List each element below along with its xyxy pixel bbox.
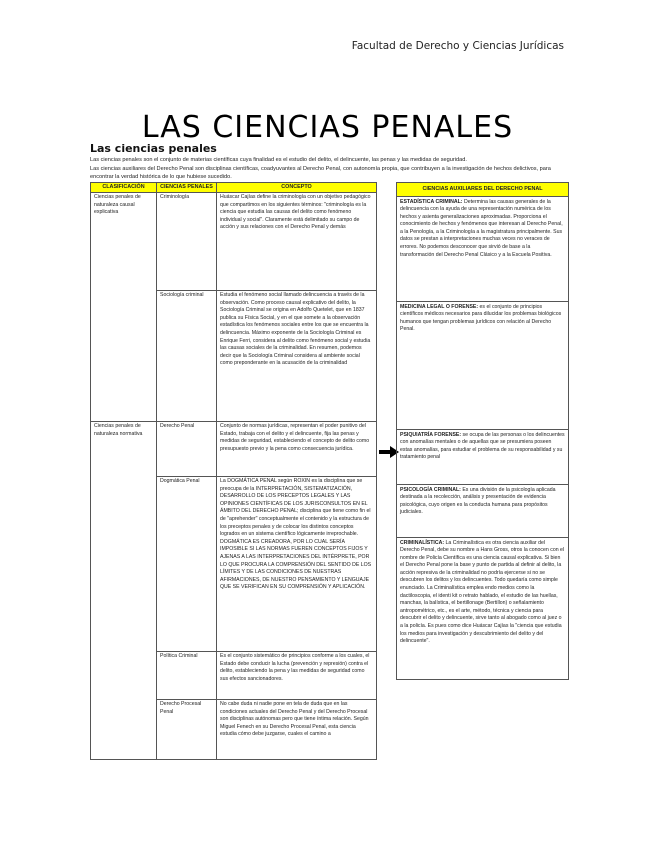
header-sciences: CIENCIAS PENALES — [157, 183, 217, 193]
classification-cell: Ciencias penales de naturaleza normativa — [91, 421, 157, 759]
aux-item-heading: PSIQUIATRÍA FORENSE: — [400, 431, 462, 438]
table-header-row — [91, 183, 377, 193]
aux-item-heading: CRIMINALÍSTICA: — [400, 539, 445, 546]
auxiliary-sciences-table — [396, 182, 569, 680]
aux-item-text: La Criminalística es otra ciencia auxiliar del Derecho Penal, debe su nombre a Hans Gross, otros la conocen con el nombre de Policía Científica es una ciencia causal explicativa. Si bien el Derecho Penal pone la base y punto de partida al definir al delito, la acción represiva de la criminalidad no podría ejercerse si no se descubren los delitos y los delincuentes. Todo quedaría como simple enunciado. La Criminalística emplea endo medios como la dactiloscopia, el identi kit o retrato hablado, el estudio de las huellas, manchas, la balística, el bertillonage (Bertillon) o señalamiento antropométrico, etc., es el arte, método, técnica y ciencia para descubrir el delito y delincuente, sirve tanto al abogado como al juez o a la policía. Es pues como dice Huáscar Cajías la "ciencia que estudia los medios para investigación y descubrimiento del delito y del delincuente". — [400, 539, 565, 645]
aux-item-psiquiatria — [397, 430, 569, 485]
list-item — [397, 485, 569, 538]
science-cell: Política Criminal — [157, 651, 217, 699]
science-cell: Derecho Penal — [157, 421, 217, 476]
faculty-header: Facultad de Derecho y Ciencias Jurídicas — [351, 40, 564, 52]
aux-header: CIENCIAS AUXILIARES DEL DERECHO PENAL — [397, 183, 569, 197]
aux-header-row — [397, 183, 569, 197]
penal-sciences-table — [90, 182, 377, 760]
aux-item-heading: PSICOLOGÍA CRIMINAL: — [400, 486, 461, 493]
science-cell: Criminología — [157, 192, 217, 290]
concept-cell: No cabe duda ni nadie pone en tela de duda que en las condiciones actuales del Derecho Penal y del Derecho Procesal son disciplinas autónomas pero que tiene íntima relación. Según Miguel Fenech en su Derecho Procesal Penal, esta ciencia estudia cómo debe juzgarse, cuales el camino a — [217, 699, 377, 759]
concept-cell: La DOGMÁTICA PENAL según ROXIN es la disciplina que se preocupa de la INTERPRETACIÓN, SISTEMATIZACIÓN, DESARROLLO DE LOS PRECEPTOS LEGALES Y LAS OPINIONES CIENTÍFICAS DE LOS JURISCONSULTOS EN EL ÁMBITO DEL DERECHO PENAL; disciplina que tiene como fin el de "aprehender" conceptualmente el contenido y la estructura de los preceptos penales y de colocar los distintos conceptos logrados en un sistema científico lógicamente irreprochable. DOGMÁTICA ES CREADORA, POR LO CUAL SERÍA IMPOSIBLE SI LAS NORMAS FUEREN CONCEPTOS FIJOS Y AJENAS A LAS INTERPRETACIONES DEL INTÉRPRETE, POR LO QUE PROCURA LA COMPRENSIÓN DEL SENTIDO DE LOS LÍMITES Y DE LAS CONDICIONES DE NUESTRAS AFIRMACIONES, DE NUESTRO PENSAMIENTO Y LENGUAJE QUE SE VERIFICAN EN SU COMPRENSIÓN Y APLICACIÓN. — [217, 476, 377, 651]
aux-item-text: se ocupa de las personas o los delincuentes con anomalías mentales o de aquellas que se presumiera poseen estas anomalías, para estudiar el problema de su responsabilidad y su tratamiento penal — [400, 431, 565, 461]
aux-item-medicina — [397, 302, 569, 430]
concept-cell: Estudia el fenómeno social llamado delincuencia a través de la observación. Como proceso causal explicativo del delito, la Sociología Criminal se origina en Adolfo Quetelet, que en 1837 publica su Física Social, y en el que somete a la observación estadística los fenómenos sociales entre los que se encuentra la delincuencia. Máximo exponente de la Sociología Criminal es Enrique Ferri, considera al delito como fenómeno social y estudia las causas sociales de la criminalidad. En resumen, podemos decir que la Sociología Criminal considera al ambiente social como preponderante en la acusación de la criminalidad — [217, 290, 377, 421]
aux-item-psicologia — [397, 485, 569, 538]
science-cell: Derecho Procesal Penal — [157, 699, 217, 759]
intro-paragraph-1: Las ciencias penales son el conjunto de materias científicas cuya finalidad es el estudio del delito, el delincuente, las penas y las medidas de seguridad. — [90, 157, 467, 163]
science-cell: Sociología criminal — [157, 290, 217, 421]
concept-cell: Conjunto de normas jurídicas, representan el poder punitivo del Estado, trabaja con el delito y el delincuente, fija las penas y medidas de seguridad, estableciendo el concepto de delito como presupuesto previo y la pena como consecuencia jurídica. — [217, 421, 377, 476]
aux-item-text: es el conjunto de principios científicos médicos necesarios para dilucidar los problemas biológicos humanos que tengan problemas jurídicos con relación al Derecho Penal. — [400, 303, 562, 333]
intro-paragraph-2: Las ciencias auxiliares del Derecho Penal son disciplinas científicas, coadyuvantes al Derecho Penal, con autonomía propia, que contribuyen a la investigación de hechos delictivos, para encontrar la verdad histórica de lo que hubiese sucedido. — [90, 166, 551, 180]
table-row — [91, 421, 377, 476]
aux-item-text: Determina las causas generales de la delincuencia con la ayuda de una representación numérica de los hechos y asienta generalizaciones aproximadas. Proporciona el conocimiento de hechos y fenómenos que interesan al Derecho Penal, a la Penología, a la Criminología a la magistratura principalmente. Sus datos se prestan a interpretaciones muchas veces no veraces de errores. No podemos desconocer que sirvió de base a la transformación del Derecho Penal Clásico y a la Escuela Positiva. — [400, 198, 563, 258]
page-title: LAS CIENCIAS PENALES — [141, 110, 514, 145]
concept-cell: Es el conjunto sistemático de principios conforme a los cuales, el Estado debe conducir la lucha (prevención y represión) contra el delito, estableciendo la pena y las medidas de seguridad como sus efectos sancionadores. — [217, 651, 377, 699]
header-concept: CONCEPTO — [217, 183, 377, 193]
concept-cell: Huáscar Cajías define la criminología con un objetivo pedagógico que compartimos en los siguientes términos: "criminología es la ciencia que estudia las causas del delito como fenómeno individual y social". Claramente está delimitado su campo de acción y sus relaciones con el Derecho Penal y demás — [217, 192, 377, 290]
header-classification: CLASIFICACIÓN — [91, 183, 157, 193]
list-item — [397, 430, 569, 485]
science-cell: Dogmática Penal — [157, 476, 217, 651]
list-item — [397, 197, 569, 302]
classification-cell: Ciencias penales de naturaleza causal explicativa — [91, 192, 157, 421]
aux-item-heading: ESTADÍSTICA CRIMINAL: — [400, 198, 463, 205]
aux-item-heading: MEDICINA LEGAL O FORENSE: — [400, 303, 479, 310]
aux-item-text: Es una división de la psicología aplicada destinada a la recolección, análisis y presentación de evidencia psicológica, cuyo origen es la conducta humana para propósitos judiciales. — [400, 486, 556, 516]
aux-item-criminalistica — [397, 538, 569, 680]
list-item — [397, 302, 569, 430]
section-subtitle: Las ciencias penales — [90, 142, 217, 155]
list-item — [397, 538, 569, 680]
table-row — [91, 192, 377, 290]
aux-item-estadistica — [397, 197, 569, 302]
